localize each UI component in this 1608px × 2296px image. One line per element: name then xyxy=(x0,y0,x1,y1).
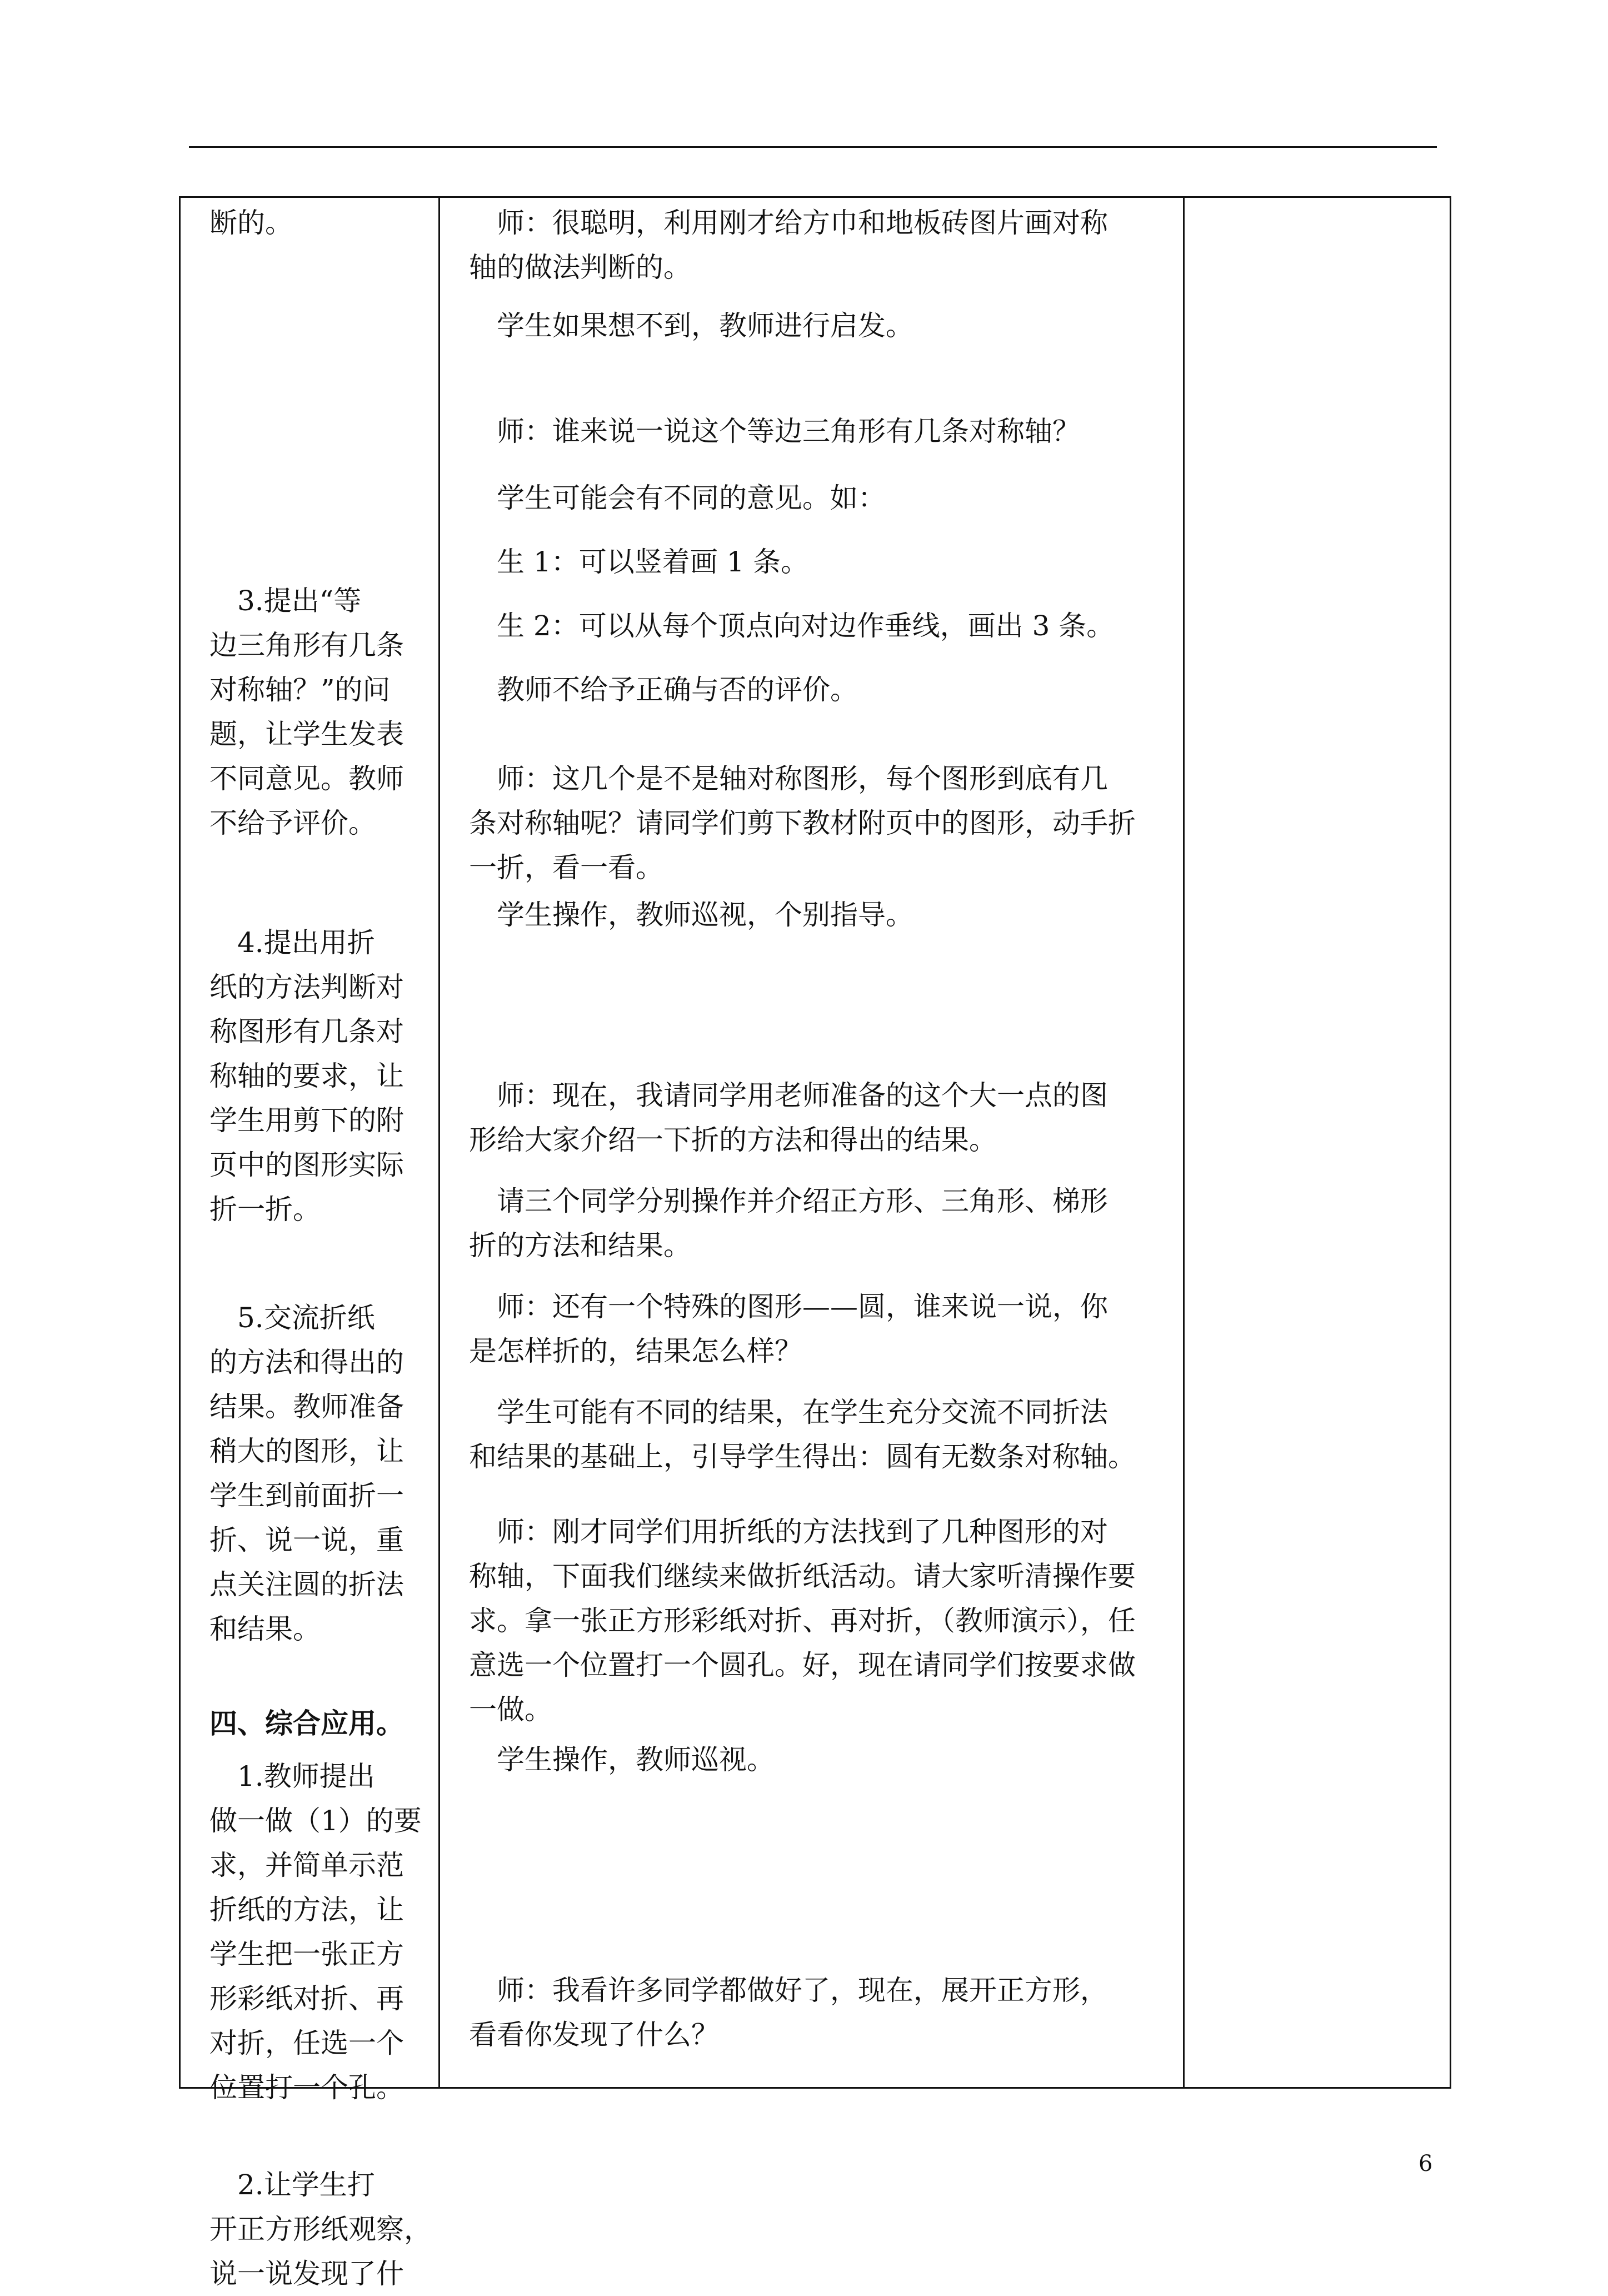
dialogue-paragraph: 师：很聪明，利用刚才给方巾和地板砖图片画对称 轴的做法判断的。 xyxy=(469,207,1108,283)
left-paragraph: 1.教师提出 做一做（1）的要 求，并简单示范 折纸的方法，让 学生把一张正方 形彩纸对折、再 对折，任选一个 位置打一个孔。 xyxy=(209,1760,422,2104)
left-paragraph: 5.交流折纸 的方法和得出的 结果。教师准备 稍大的图形，让 学生到前面折一 折、说一说，重 点关注圆的折法 和结果。 xyxy=(209,1302,404,1645)
left-paragraph: 3.提出“等 边三角形有几条 对称轴？”的问 题，让学生发表 不同意见。教师 不给予评价。 xyxy=(209,585,404,839)
table-row xyxy=(180,197,1451,2088)
dialogue-paragraph: 学生操作，教师巡视，个别指导。 xyxy=(469,899,913,931)
dialogue-paragraph: 师：现在，我请同学用老师准备的这个大一点的图 形给大家介绍一下折的方法和得出的结果。 xyxy=(469,1079,1108,1156)
dialogue-paragraph: 生 2：可以从每个顶点向对边作垂线，画出 3 条。 xyxy=(469,610,1115,642)
dialogue-paragraph: 教师不给予正确与否的评价。 xyxy=(469,674,858,706)
header-rule xyxy=(189,146,1437,148)
dialogue-paragraph: 学生可能会有不同的意见。如： xyxy=(469,482,886,514)
teaching-process-cell xyxy=(440,197,1184,2088)
lesson-plan-table xyxy=(179,196,1451,2290)
teaching-steps-cell xyxy=(180,197,440,2290)
left-paragraph: 4.提出用折 纸的方法判断对 称图形有几条对 称轴的要求，让 学生用剪下的附 页中的图形实际 折一折。 xyxy=(209,927,404,1226)
dialogue-paragraph: 师：我看许多同学都做好了，现在，展开正方形， 看看你发现了什么？ xyxy=(469,1974,1108,2051)
dialogue-paragraph: 学生如果想不到，教师进行启发。 xyxy=(469,310,913,342)
dialogue-paragraph: 师：刚才同学们用折纸的方法找到了几种图形的对 称轴，下面我们继续来做折纸活动。请大家听清操作要 求。拿一张正方形彩纸对折、再对折，（教师演示），任 意选一个位置打一个圆孔。好，现在请同学们按要求做 一做。 xyxy=(469,1516,1136,1726)
dialogue-paragraph: 学生可能有不同的结果，在学生充分交流不同折法 和结果的基础上，引导学生得出：圆有无数条对称轴。 xyxy=(469,1396,1136,1473)
dialogue-paragraph: 师：谁来说一说这个等边三角形有几条对称轴？ xyxy=(469,415,1080,447)
left-paragraph: 2.让学生打 开正方形纸观察， 说一说发现了什 xyxy=(209,2169,432,2290)
dialogue-paragraph: 师：还有一个特殊的图形——圆，谁来说一说，你 是怎样折的，结果怎么样？ xyxy=(469,1291,1108,1367)
dialogue-paragraph: 学生操作，教师巡视。 xyxy=(469,1744,775,1776)
page-number: 6 xyxy=(1419,2151,1433,2177)
section-heading: 四、综合应用。 xyxy=(209,1707,404,1740)
dialogue-paragraph: 生 1：可以竖着画 1 条。 xyxy=(469,546,809,578)
notes-cell xyxy=(1184,197,1451,2088)
dialogue-paragraph: 师：这几个是不是轴对称图形，每个图形到底有几 条对称轴呢？请同学们剪下教材附页中的图形，动手折 一折，看一看。 xyxy=(469,763,1136,884)
left-paragraph: 断的。 xyxy=(209,207,293,239)
dialogue-paragraph: 请三个同学分别操作并介绍正方形、三角形、梯形 折的方法和结果。 xyxy=(469,1185,1108,1262)
